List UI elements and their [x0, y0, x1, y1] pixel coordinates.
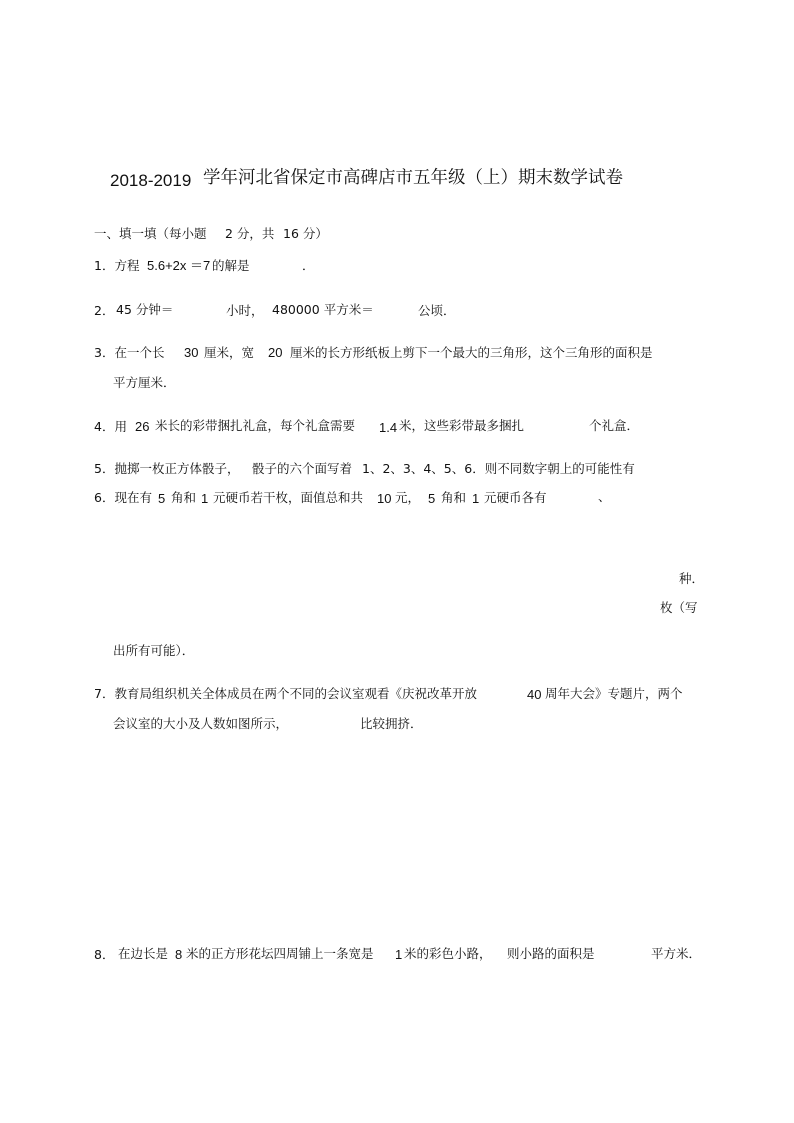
q6-text-a: 角和 [171, 490, 197, 505]
q8-text-c: 米的彩色小路， [404, 946, 492, 961]
q7-text-c: 比较拥挤． [360, 716, 423, 731]
q3-text-b: 厘米的长方形纸板上剪下一个最大的三角形，这个三角形的面积是 [290, 345, 653, 360]
q6-text-f: 种． [679, 571, 705, 586]
q5-text-b: 1、2、3、4、5、6．则不同数字朝上的可能性有 [362, 461, 635, 476]
q6-separator: 、 [598, 489, 611, 504]
q4-text-a: 米长的彩带捆扎礼盒，每个礼盒需要 [155, 418, 356, 433]
title-years: 2018-2019 [110, 171, 192, 190]
section-heading: 一、填一填（每小题 [94, 226, 207, 241]
q3-width: 20 [268, 345, 283, 360]
q8-label: 8． [94, 947, 115, 962]
page-title: 学年河北省保定市高碑店市五年级（上）期末数学试卷 [203, 168, 623, 188]
q6-num-b: 1 [201, 491, 209, 506]
q1-text: 的解是 [212, 258, 250, 273]
section-points-each: 2 分，共 [225, 226, 275, 241]
q3-label: 3．在一个长 [94, 345, 165, 360]
q2-text-d: 公顷． [418, 303, 456, 318]
q8-width: 1 [395, 947, 403, 962]
q6-num-c: 10 [377, 491, 392, 506]
q4-length: 26 [135, 419, 150, 434]
q6-text-c: 元， [395, 490, 421, 505]
q6-label: 6．现在有 [94, 490, 152, 505]
q8-side: 8 [175, 947, 183, 962]
q6-text-h: 出所有可能）． [113, 643, 195, 658]
q3-length: 30 [184, 345, 199, 360]
q7-label: 7．教育局组织机关全体成员在两个不同的会议室观看《庆祝改革开放 [94, 686, 477, 701]
q2-text-a: 45 分钟＝ [116, 302, 174, 317]
q6-text-b: 元硬币若干枚，面值总和共 [213, 490, 364, 505]
q6-num-d: 5 [428, 491, 436, 506]
q8-text-a: 在边长是 [118, 946, 169, 961]
q6-text-e: 元硬币各有 [484, 490, 547, 505]
q6-text-d: 角和 [441, 490, 467, 505]
q2-label: 2． [94, 303, 115, 318]
q7-num: 40 [527, 687, 542, 702]
q5-label: 5．抛掷一枚正方体骰子， [94, 461, 240, 476]
q2-text-b: 小时， [226, 303, 264, 318]
q4-label: 4．用 [94, 419, 127, 434]
q4-per-box: 1.4 [379, 420, 398, 435]
q4-text-c: 个礼盒． [589, 418, 640, 433]
section-points-total: 16 分） [283, 226, 328, 241]
q1-label: 1．方程 [94, 258, 140, 273]
q7-text-b: 会议室的大小及人数如图所示， [113, 716, 289, 731]
q2-text-c: 480000 平方米＝ [272, 302, 374, 317]
q6-text-g: 枚（写 [660, 600, 698, 615]
q7-text-a: 周年大会》专题片，两个 [545, 686, 683, 701]
q1-end: ． [302, 258, 315, 273]
q8-text-d: 则小路的面积是 [507, 946, 595, 961]
q4-text-b: 米，这些彩带最多捆扎 [399, 418, 525, 433]
q3-unit: 平方厘米． [113, 375, 176, 390]
q8-text-e: 平方米． [651, 946, 702, 961]
q1-equation: 5.6+2x ＝7 [147, 258, 211, 273]
q8-text-b: 米的正方形花坛四周铺上一条宽是 [186, 946, 374, 961]
q6-num-e: 1 [472, 491, 480, 506]
q3-text-a: 厘米，宽 [204, 345, 255, 360]
q6-num-a: 5 [158, 491, 166, 506]
q5-text-a: 骰子的六个面写着 [252, 461, 353, 476]
